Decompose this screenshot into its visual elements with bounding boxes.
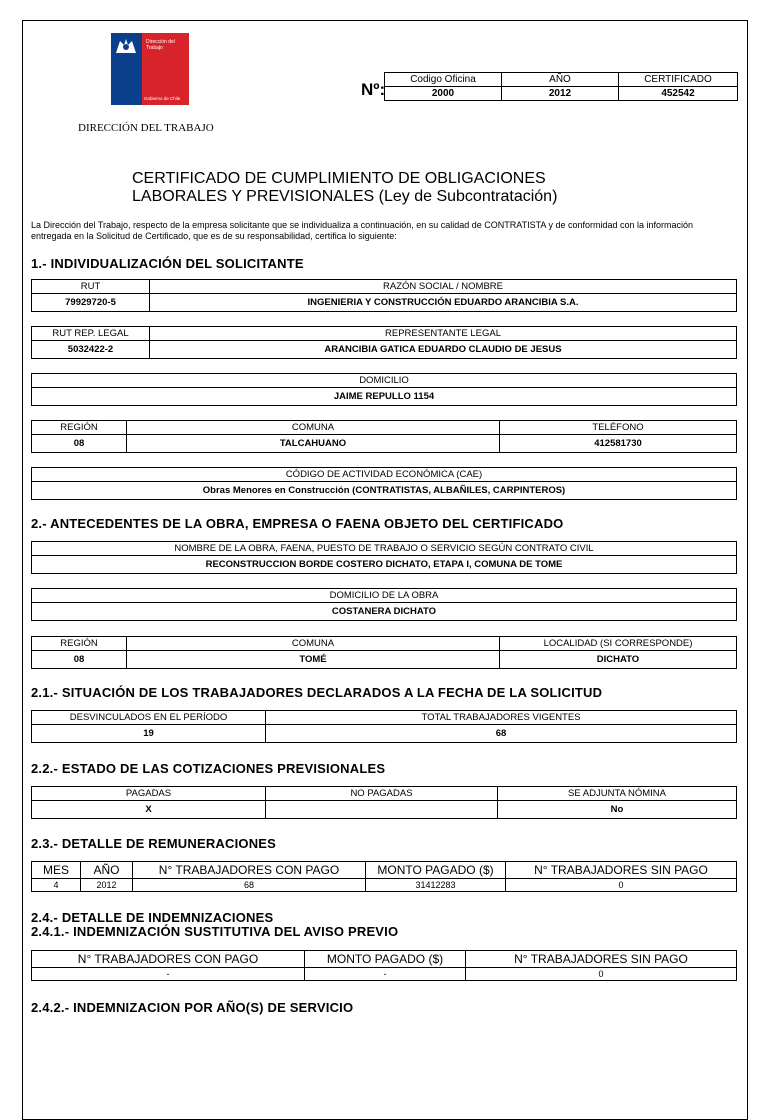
region-comuna-table [31, 420, 737, 453]
monto-pagado-header: MONTO PAGADO ($) [366, 862, 506, 879]
region-label: REGIÓN [32, 421, 127, 435]
trab-sin-pago-header: N° TRABAJADORES SIN PAGO [506, 862, 737, 879]
rut-rep-label: RUT REP. LEGAL [32, 327, 150, 341]
section-2-1-title: 2.1.- SITUACIÓN DE LOS TRABAJADORES DECLARADOS A LA FECHA DE LA SOLICITUD [31, 685, 603, 700]
desvinculados-value: 19 [32, 725, 266, 743]
logo-text-top: Dirección del Trabajo [146, 39, 175, 51]
nomina-value: No [498, 801, 737, 819]
domicilio-table [31, 373, 737, 406]
cae-table [31, 467, 737, 500]
obra-comuna-value: TOMÉ [127, 651, 500, 669]
aviso-previo-table [31, 950, 737, 981]
direccion-label: DIRECCIÓN DEL TRABAJO [78, 122, 214, 134]
razon-social-label: RAZÓN SOCIAL / NOMBRE [150, 280, 737, 294]
office-table [384, 72, 738, 101]
obra-table [31, 541, 737, 574]
section-2-4-1-title: 2.4.1.- INDEMNIZACIÓN SUSTITUTIVA DEL AVISO PREVIO [31, 924, 399, 939]
region-value: 08 [32, 435, 127, 453]
anio-value: 2012 [81, 879, 133, 892]
document-title [132, 170, 557, 206]
comuna-label: COMUNA [127, 421, 500, 435]
obra-value: RECONSTRUCCION BORDE COSTERO DICHATO, ETAPA I, COMUNA DE TOME [32, 556, 737, 574]
section-2-4-title: 2.4.- DETALLE DE INDEMNIZACIONES [31, 910, 274, 925]
domicilio-value: JAIME REPULLO 1154 [32, 388, 737, 406]
representante-table [31, 326, 737, 359]
obra-comuna-label: COMUNA [127, 637, 500, 651]
aviso-trab-con-pago-value: - [32, 968, 305, 981]
coat-of-arms-icon [114, 37, 138, 55]
cae-label: CÓDIGO DE ACTIVIDAD ECONÓMICA (CAE) [32, 468, 737, 482]
trab-con-pago-header: N° TRABAJADORES CON PAGO [133, 862, 366, 879]
trab-sin-pago-value: 0 [506, 879, 737, 892]
aviso-trab-sin-pago-header: N° TRABAJADORES SIN PAGO [466, 951, 737, 968]
office-code-value: 2000 [385, 87, 502, 101]
logo-text-bottom: Gobierno de Chile [144, 96, 181, 101]
domicilio-obra-label: DOMICILIO DE LA OBRA [32, 589, 737, 603]
office-year-header: AÑO [502, 73, 619, 87]
desvinculados-label: DESVINCULADOS EN EL PERÍODO [32, 711, 266, 725]
office-year-value: 2012 [502, 87, 619, 101]
aviso-trab-con-pago-header: N° TRABAJADORES CON PAGO [32, 951, 305, 968]
office-cert-value: 452542 [619, 87, 738, 101]
localidad-value: DICHATO [500, 651, 737, 669]
intro-paragraph: La Dirección del Trabajo, respecto de la empresa solicitante que se individualiza a continuación, en su calidad de CONTRATISTA y de conformidad con la información entregada en la Solicitud de Certificado, que es de su responsabilidad, certifica lo siguiente: [31, 220, 694, 241]
representante-value: ARANCIBIA GATICA EDUARDO CLAUDIO DE JESUS [150, 341, 737, 359]
razon-social-value: INGENIERIA Y CONSTRUCCIÓN EDUARDO ARANCIBIA S.A. [150, 294, 737, 312]
localidad-label: LOCALIDAD (SI CORRESPONDE) [500, 637, 737, 651]
domicilio-obra-table [31, 588, 737, 621]
obra-label: NOMBRE DE LA OBRA, FAENA, PUESTO DE TRABAJO O SERVICIO SEGÚN CONTRATO CIVIL [32, 542, 737, 556]
cotizaciones-table [31, 786, 737, 819]
section-2-2-title: 2.2.- ESTADO DE LAS COTIZACIONES PREVISIONALES [31, 761, 386, 776]
mes-value: 4 [32, 879, 81, 892]
mes-header: MES [32, 862, 81, 879]
rut-rep-value: 5032422-2 [32, 341, 150, 359]
total-vigentes-value: 68 [266, 725, 737, 743]
telefono-value: 412581730 [500, 435, 737, 453]
no-pagadas-label: NO PAGADAS [266, 787, 498, 801]
aviso-monto-value: - [305, 968, 466, 981]
anio-header: AÑO [81, 862, 133, 879]
aviso-trab-sin-pago-value: 0 [466, 968, 737, 981]
trabajadores-table [31, 710, 737, 743]
section-2-4-2-title: 2.4.2.- INDEMNIZACION POR AÑO(S) DE SERVICIO [31, 1000, 354, 1015]
trab-con-pago-value: 68 [133, 879, 366, 892]
monto-pagado-value: 31412283 [366, 879, 506, 892]
office-code-header: Codigo Oficina [385, 73, 502, 87]
aviso-monto-header: MONTO PAGADO ($) [305, 951, 466, 968]
number-label: Nº: [361, 80, 386, 99]
rut-label: RUT [32, 280, 150, 294]
title-line-2: LABORALES Y PREVISIONALES (Ley de Subcontratación) [132, 188, 558, 205]
obra-region-value: 08 [32, 651, 127, 669]
direccion-del-trabajo-logo [111, 33, 189, 105]
domicilio-obra-value: COSTANERA DICHATO [32, 603, 737, 621]
no-pagadas-value [266, 801, 498, 819]
representante-label: REPRESENTANTE LEGAL [150, 327, 737, 341]
obra-region-table [31, 636, 737, 669]
remuneraciones-table [31, 861, 737, 892]
obra-region-label: REGIÓN [32, 637, 127, 651]
nomina-label: SE ADJUNTA NÓMINA [498, 787, 737, 801]
cae-value: Obras Menores en Construcción (CONTRATISTAS, ALBAÑILES, CARPINTEROS) [32, 482, 737, 500]
title-line-1: CERTIFICADO DE CUMPLIMIENTO DE OBLIGACIONES [132, 170, 546, 187]
pagadas-value: X [32, 801, 266, 819]
section-2-title: 2.- ANTECEDENTES DE LA OBRA, EMPRESA O FAENA OBJETO DEL CERTIFICADO [31, 516, 564, 531]
comuna-value: TALCAHUANO [127, 435, 500, 453]
office-cert-header: CERTIFICADO [619, 73, 738, 87]
solicitante-rut-table [31, 279, 737, 312]
rut-value: 79929720-5 [32, 294, 150, 312]
section-2-3-title: 2.3.- DETALLE DE REMUNERACIONES [31, 836, 277, 851]
section-1-title: 1.- INDIVIDUALIZACIÓN DEL SOLICITANTE [31, 256, 304, 271]
telefono-label: TELÉFONO [500, 421, 737, 435]
pagadas-label: PAGADAS [32, 787, 266, 801]
total-vigentes-label: TOTAL TRABAJADORES VIGENTES [266, 711, 737, 725]
domicilio-label: DOMICILIO [32, 374, 737, 388]
